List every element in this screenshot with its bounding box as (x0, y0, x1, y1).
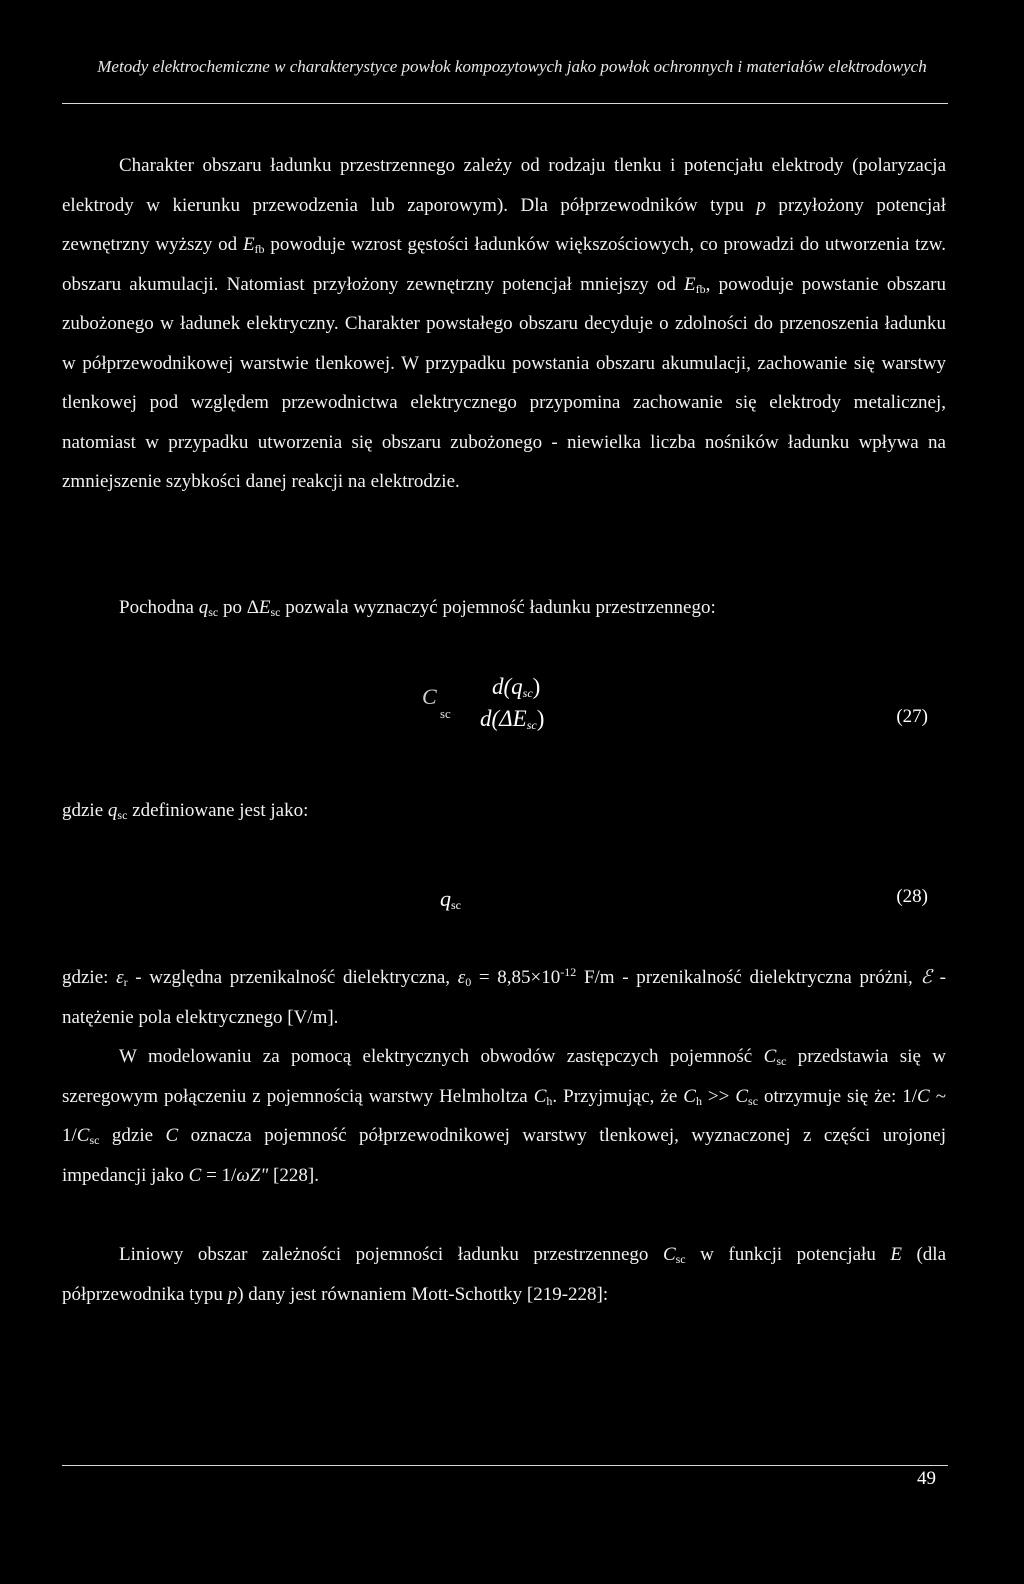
equation-28 (62, 880, 946, 920)
running-header (62, 56, 962, 78)
eq27-denominator: $d(\Delta E_{sc})$ (480, 706, 545, 732)
paragraph-3: gdzie: $\varepsilon_r$ - względna przenikalność dielektryczna, $\varepsilon_0 = 8,85\times 10^{-12}$ F/m - przenikalność dielektryczna próżni, ℰ - natężenie pola elektrycznego [V/m]. (62, 965, 946, 1028)
eq28-lhs: $q_{sc}$ (440, 886, 461, 912)
eq27-lhs: C (422, 684, 437, 709)
eq27-numerator: $d(q_{sc})$ (492, 674, 541, 700)
paragraph-5: Liniowy obszar zależności pojemności ładunku przestrzennego $C_{sc}$ w funkcji potencjału E (dla półprzewodnika typu p) dany jest równaniem Mott-Schottky [219-228]: (62, 1244, 946, 1305)
footer-divider (62, 1465, 948, 1466)
running-title: Metody elektrochemiczne w charakterystyce powłok kompozytowych jako powłok ochronnych i materiałów elektrodowych (97, 57, 927, 76)
page-number: 49 (917, 1468, 936, 1489)
paragraph-4: W modelowaniu za pomocą elektrycznych obwodów zastępczych pojemność $C_{sc}$ przedstawia się w szeregowym połączeniu z pojemnością warstwy Helmholtza $C_h$. Przyjmując, że $C_h >> C_{sc}$ otrzymuje się że: 1/C ~ $1/C_{sc}$ gdzie C oznacza pojemność półprzewodnikowej warstwy tlenkowej, wyznaczonej z części urojonej impedancji jako C = 1/ωZ" [228]. (62, 1046, 947, 1186)
definition-line: gdzie $q_{sc}$ zdefiniowane jest jako: (62, 800, 309, 822)
eq27-lhs-sub: sc (440, 706, 451, 721)
equation-27 (62, 670, 946, 750)
paragraph-1: Charakter obszaru ładunku przestrzennego zależy od rodzaju tlenku i potencjału elektrody (polaryzacja elektrody w kierunku przewodzenia lub zaporowym). Dla półprzewodników typu p przyłożony potencjał zewnętrzny wyższy od $E_{fb}$ powoduje wzrost gęstości ładunków większościowych, co prowadzi do utworzenia tzw. obszaru akumulacji. Natomiast przyłożony zewnętrzny potencjał mniejszy od $E_{fb}$, powoduje powstanie obszaru zubożonego w ładunek elektryczny. Charakter powstałego obszaru decyduje o zdolności do przenoszenia ładunku w półprzewodnikowej warstwie tlenkowej. W przypadku powstania obszaru akumulacji, zachowanie się warstwy tlenkowej pod względem przewodnictwa elektrycznego przypomina zachowanie się elektrody metalicznej, natomiast w przypadku utworzenia się obszaru zubożonego - niewielka liczba nośników ładunku wpływa na zmniejszenie szybkości danej reakcji na elektrodzie. (62, 155, 947, 492)
equation-number: (27) (896, 706, 928, 727)
header-divider (62, 103, 948, 104)
equation-number: (28) (896, 886, 928, 907)
paragraph-2: Pochodna $q_{sc}$ po $\Delta E_{sc}$ pozwala wyznaczyć pojemność ładunku przestrzennego: (119, 597, 716, 619)
